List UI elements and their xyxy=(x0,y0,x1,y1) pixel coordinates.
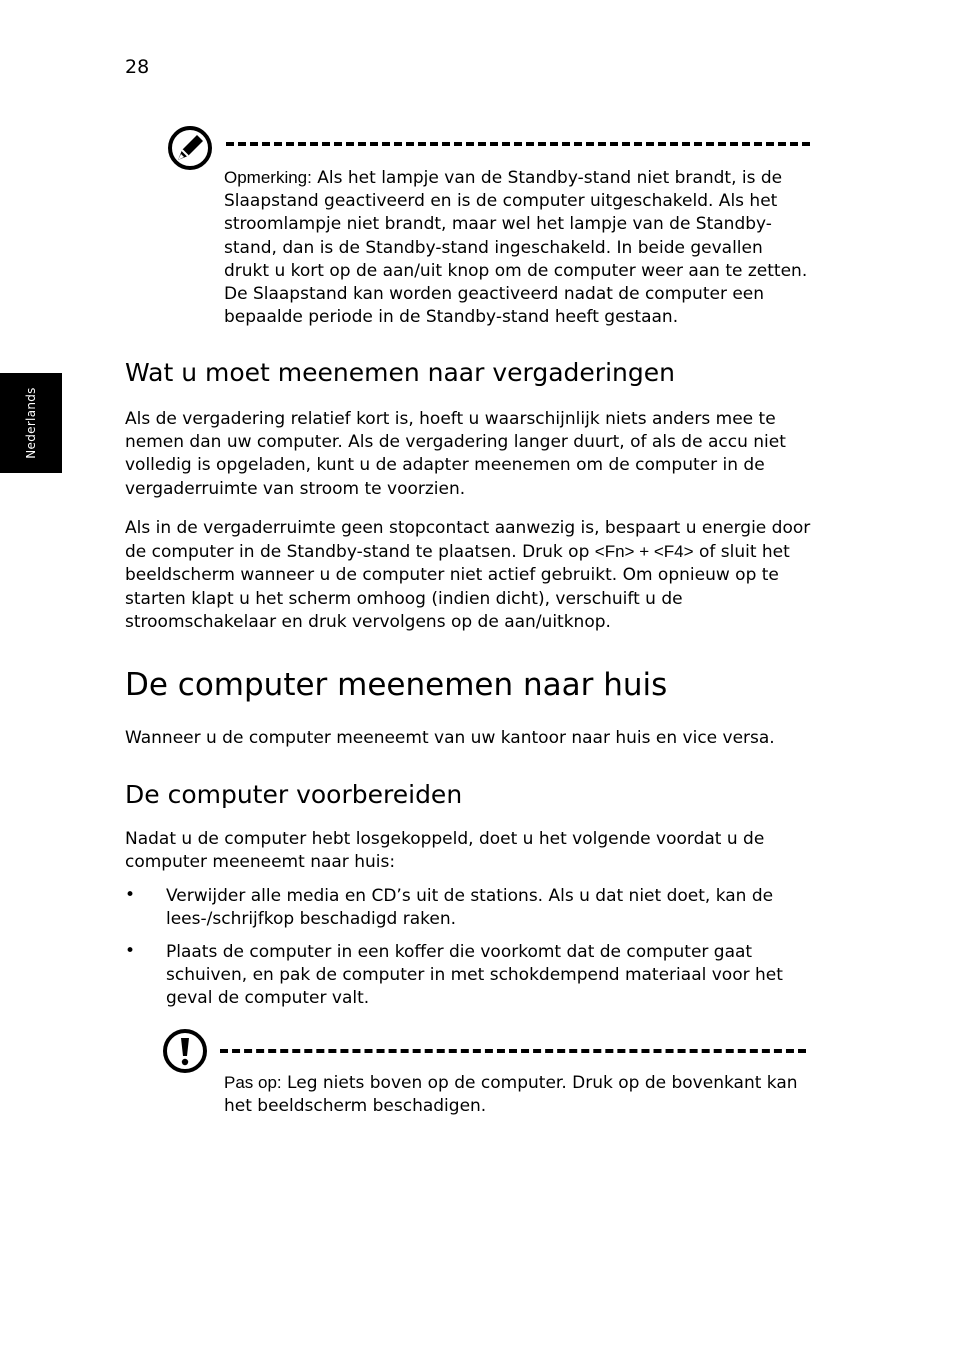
note-text xyxy=(224,166,809,329)
list-item: Plaats de computer in een koffer die voorkomt dat de computer gaat schuiven, en pak de computer in met schokdempend materiaal voor het geval de computer valt. xyxy=(166,942,783,1009)
note-pen-icon xyxy=(166,124,214,172)
prepare-heading: De computer voorbereiden xyxy=(125,780,463,809)
caution-label: Pas op: xyxy=(224,1073,282,1092)
meetings-heading: Wat u moet meenemen naar vergaderingen xyxy=(125,358,675,387)
home-section-title: De computer meenemen naar huis xyxy=(125,667,668,703)
home-section-intro: Wanneer u de computer meeneemt van uw kantoor naar huis en vice versa. xyxy=(125,728,775,748)
meetings-paragraph-2-end: of sluit het beeldscherm wanneer u de computer niet actief gebruikt. Om opnieuw op te starten klapt u het scherm omhoog (indien dicht), verschuift u de stroomschakelaar en druk vervolgens op de aan/uitknop. xyxy=(125,542,790,632)
meetings-paragraph-1: Als de vergadering relatief kort is, hoeft u waarschijnlijk niets anders mee te nemen dan uw computer. Als de vergadering langer duurt, of als de accu niet volledig is opgeladen, kunt u de adapter meenemen om de computer in de vergaderruimte van stroom te voorzien. xyxy=(125,409,786,499)
prepare-intro: Nadat u de computer hebt losgekoppeld, doet u het volgende voordat u de computer meeneemt naar huis: xyxy=(125,829,765,873)
caution-text xyxy=(224,1071,809,1118)
meetings-paragraph-2-start: Als in de vergaderruimte geen stopcontact aanwezig is, bespaart u energie door de computer in de Standby-stand te plaatsen. Druk op xyxy=(125,518,811,563)
note-label: Opmerking: xyxy=(224,168,312,187)
side-language-tab xyxy=(0,373,62,473)
page-number: 28 xyxy=(125,56,150,78)
caution-exclamation-icon xyxy=(161,1027,209,1075)
note-body: Als het lampje van de Standby-stand niet brandt, is de Slaapstand geactiveerd en is de computer uitgeschakeld. Als het stroomlampje niet brandt, maar wel het lampje van de Standby-stand, dan is de Standby-stand ingeschakeld. In beide gevallen drukt u kort op de aan/uit knop om de computer weer aan te zetten. De Slaapstand kan worden geactiveerd nadat de computer een bepaalde periode in de Standby-stand heeft gestaan. xyxy=(224,168,808,328)
key-combination: <Fn> + <F4> xyxy=(594,542,694,562)
side-tab-label: Nederlands xyxy=(24,387,38,459)
caution-body: Leg niets boven op de computer. Druk op de bovenkant kan het beeldscherm beschadigen. xyxy=(224,1073,798,1117)
note-divider xyxy=(226,142,810,146)
bullet-symbol: • xyxy=(125,885,136,905)
list-item: Verwijder alle media en CD’s uit de stations. Als u dat niet doet, kan de lees-/schrijfkop beschadigd raken. xyxy=(166,886,774,930)
caution-divider xyxy=(220,1049,806,1053)
bullet-symbol: • xyxy=(125,941,136,961)
meetings-paragraph-2 xyxy=(125,517,815,634)
